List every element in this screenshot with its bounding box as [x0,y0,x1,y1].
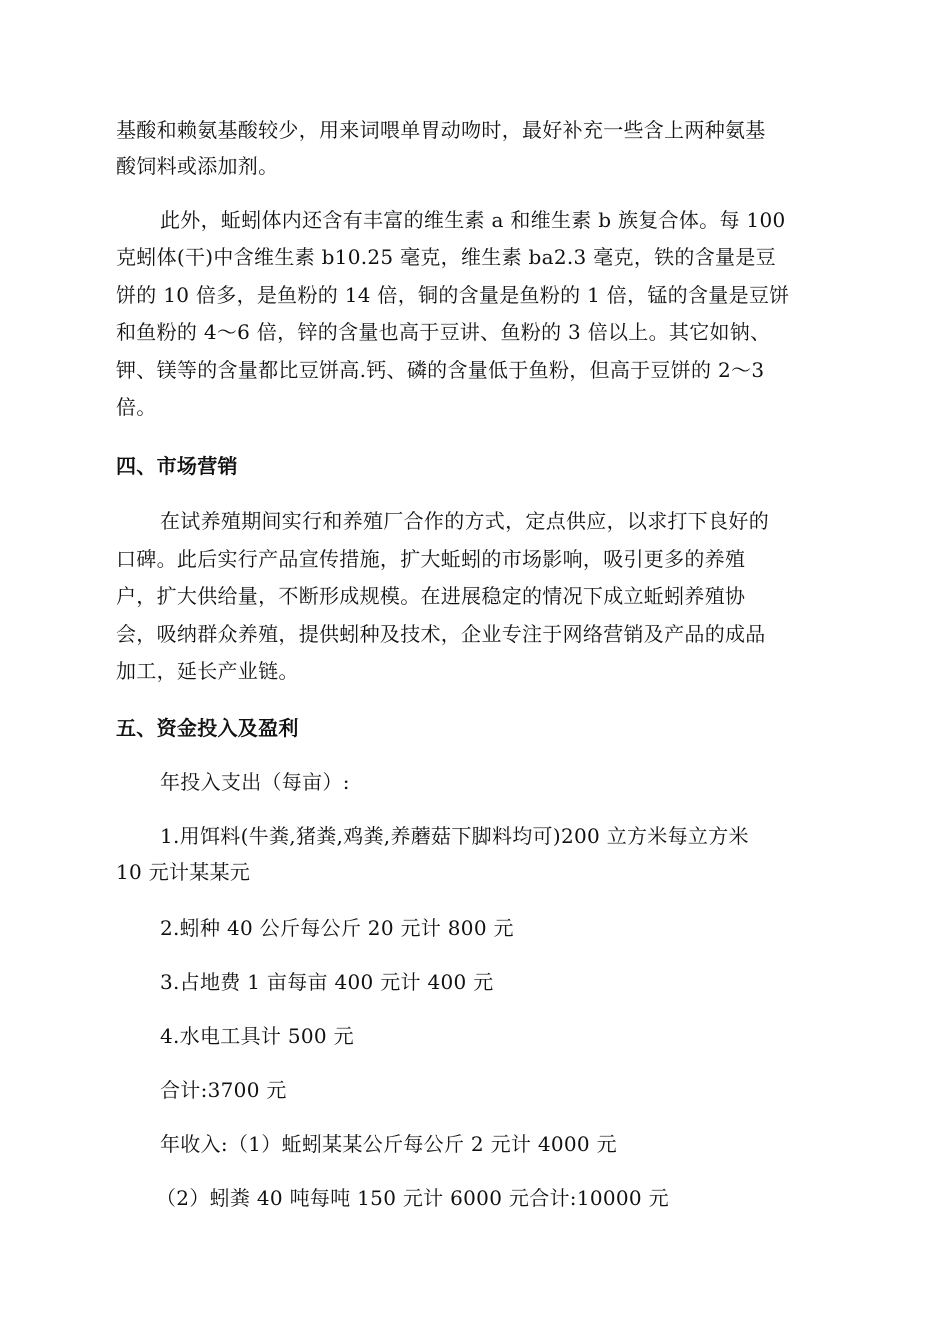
expense-item: 3.占地费 1 亩每亩 400 元计 400 元 [160,970,494,994]
expense-total: 合计:3700 元 [160,1078,287,1102]
text-line: 户，扩大供给量，不断形成规模。在进展稳定的情况下成立蚯蚓养殖协 [116,584,746,608]
expense-item: 10 元计某某元 [116,860,251,884]
text-line: 此外，蚯蚓体内还含有丰富的维生素 a 和维生素 b 族复合体。每 100 [160,208,786,232]
text-line: 克蚓体(干)中含维生素 b10.25 毫克，维生素 ba2.3 毫克，铁的含量是豆 [116,245,776,269]
text-line: 饼的 10 倍多，是鱼粉的 14 倍，铜的含量是鱼粉的 1 倍，锰的含量是豆饼 [116,283,790,307]
text-line: 加工，延长产业链。 [116,659,299,683]
expense-item: 1.用饵料(牛粪,猪粪,鸡粪,养蘑菇下脚料均可)200 立方米每立方米 [160,824,749,848]
text-line: 基酸和赖氨基酸较少，用来词喂单胃动吻时，最好补充一些含上两种氨基 [116,118,766,142]
expense-title: 年投入支出（每亩）: [160,770,350,794]
income-line: 年收入:（1）蚯蚓某某公斤每公斤 2 元计 4000 元 [160,1132,617,1156]
text-line: 在试养殖期间实行和养殖厂合作的方式，定点供应，以求打下良好的 [160,509,769,533]
text-line: 会，吸纳群众养殖，提供蚓种及技术，企业专注于网络营销及产品的成品 [116,622,766,646]
expense-item: 4.水电工具计 500 元 [160,1024,354,1048]
text-line: 倍。 [116,395,157,419]
text-line: 酸饲料或添加剂。 [116,154,279,178]
section-heading-investment: 五、资金投入及盈利 [116,716,299,740]
text-line: 和鱼粉的 4～6 倍，锌的含量也高于豆讲、鱼粉的 3 倍以上。其它如钠、 [116,320,771,344]
income-line: （2）蚓粪 40 吨每吨 150 元计 6000 元合计:10000 元 [156,1186,669,1210]
expense-item: 2.蚓种 40 公斤每公斤 20 元计 800 元 [160,916,514,940]
text-line: 钾、镁等的含量都比豆饼高.钙、磷的含量低于鱼粉，但高于豆饼的 2～3 [116,358,765,382]
section-heading-marketing: 四、市场营销 [116,454,238,478]
text-line: 口碑。此后实行产品宣传措施，扩大蚯蚓的市场影响，吸引更多的养殖 [116,547,746,571]
